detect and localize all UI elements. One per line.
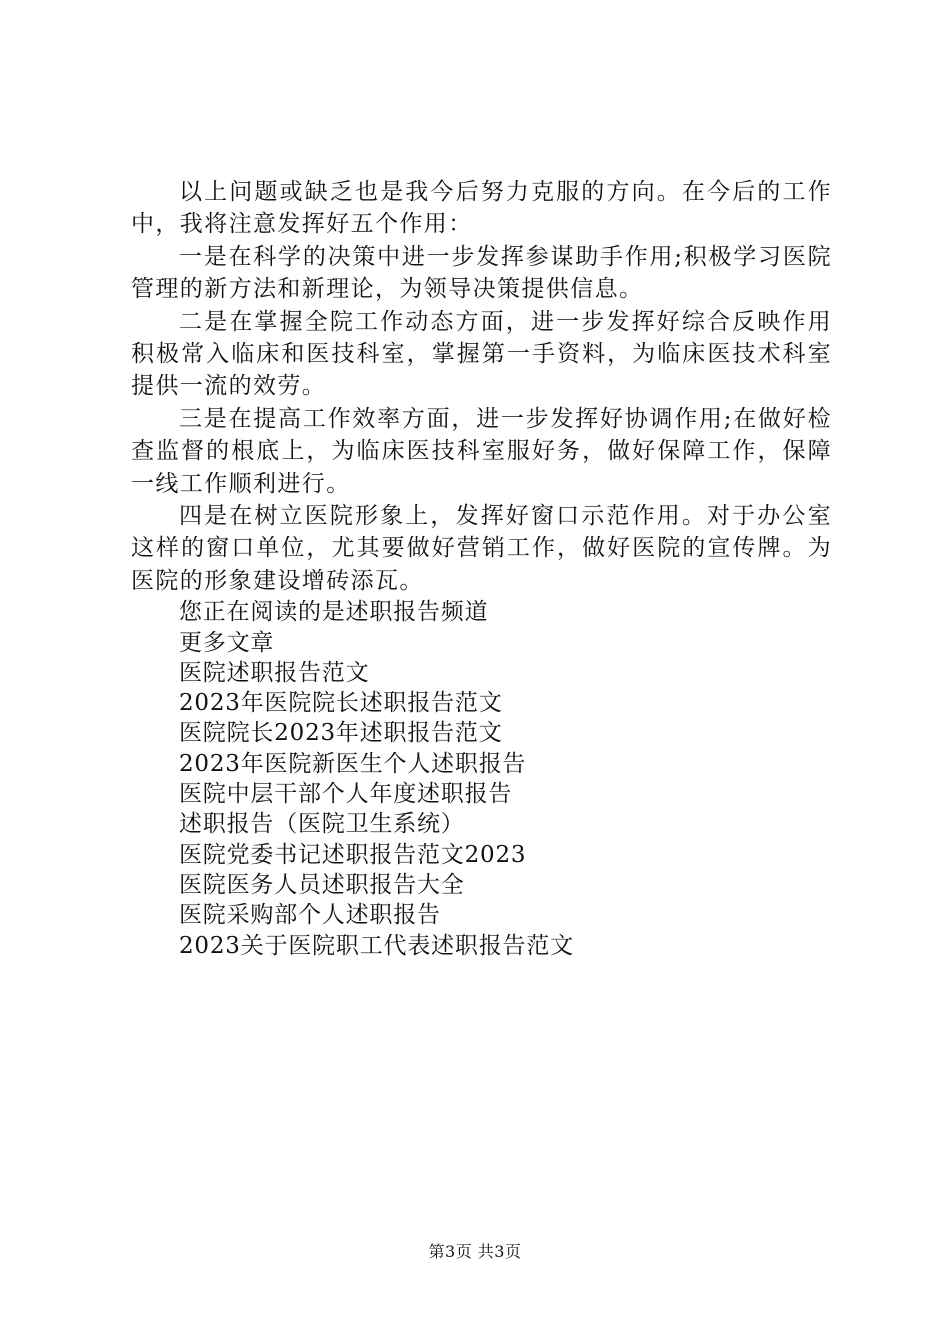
related-link[interactable]: 2023年医院院长述职报告范文 [179, 690, 503, 717]
paragraph-intro: 以上问题或缺乏也是我今后努力克服的方向。在今后的工作中，我将注意发挥好五个作用： [131, 179, 832, 238]
document-body [131, 176, 832, 961]
paragraph-point-three: 三是在提高工作效率方面，进一步发挥好协调作用;在做好检查监督的根底上，为临床医技科室服好务，做好保障工作，保障一线工作顺利进行。 [131, 405, 832, 497]
paragraph-point-two: 二是在掌握全院工作动态方面，进一步发挥好综合反映作用积极常入临床和医技科室，掌握第一手资料，为临床医技术科室提供一流的效劳。 [131, 308, 832, 400]
related-link[interactable]: 医院述职报告范文 [179, 659, 370, 686]
related-links-section [131, 597, 832, 961]
related-link[interactable]: 医院院长2023年述职报告范文 [179, 720, 503, 747]
paragraph-point-one: 一是在科学的决策中进一步发挥参谋助手作用;积极学习医院管理的新方法和新理论，为领导决策提供信息。 [131, 243, 832, 303]
related-link[interactable]: 医院医务人员述职报告大全 [179, 871, 465, 898]
related-link[interactable]: 医院党委书记述职报告范文2023 [179, 841, 527, 868]
page-number-footer: 第3页 共3页 [428, 1242, 522, 1261]
related-link[interactable]: 2023关于医院职工代表述职报告范文 [179, 932, 574, 959]
related-link[interactable]: 医院中层干部个人年度述职报告 [179, 781, 513, 808]
related-link[interactable]: 述职报告（医院卫生系统） [179, 811, 465, 838]
channel-notice: 您正在阅读的是述职报告频道 [179, 599, 489, 626]
related-link[interactable]: 医院采购部个人述职报告 [179, 902, 441, 929]
paragraph-point-four: 四是在树立医院形象上，发挥好窗口示范作用。对于办公室这样的窗口单位，尤其要做好营销工作，做好医院的宣传牌。为医院的形象建设增砖添瓦。 [131, 503, 832, 594]
more-articles-link[interactable]: 更多文章 [179, 629, 275, 656]
related-link[interactable]: 2023年医院新医生个人述职报告 [179, 750, 527, 777]
